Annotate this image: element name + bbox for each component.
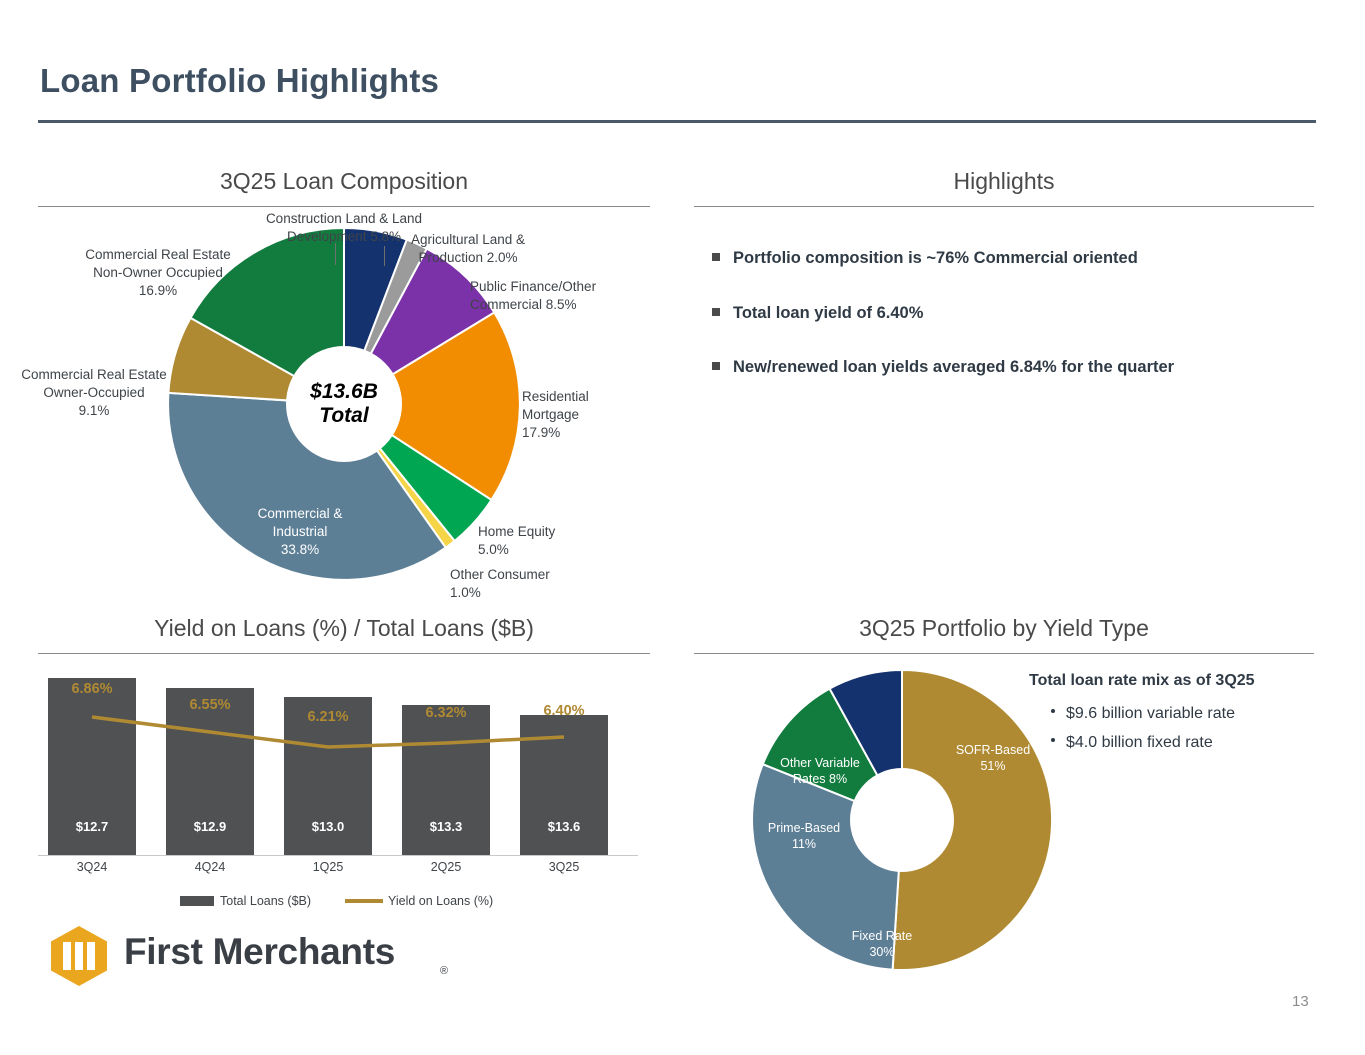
bullet-dot-icon bbox=[1051, 738, 1055, 742]
portfolio-by-yield-type-rule bbox=[694, 653, 1314, 654]
legend-label-total-loans: Total Loans ($B) bbox=[220, 894, 312, 908]
highlights-rule bbox=[694, 206, 1314, 207]
bar-label-yield-4q24: 6.55% bbox=[189, 697, 231, 713]
bullet-square-icon bbox=[712, 308, 720, 316]
label-other-variable-rates: Other Variable Rates 8% bbox=[780, 756, 860, 787]
bar-label-loans-4q24: $12.9 bbox=[193, 819, 227, 834]
bullet-dot-icon bbox=[1051, 709, 1055, 713]
leader-construction bbox=[335, 243, 336, 265]
loan-composition-title: 3Q25 Loan Composition bbox=[219, 168, 469, 194]
company-logo bbox=[48, 925, 449, 987]
legend-swatch-yield bbox=[345, 899, 383, 903]
label-construction: Construction Land & Land Development 5.8% bbox=[265, 211, 423, 244]
bar-label-loans-3q25: $13.6 bbox=[547, 819, 581, 834]
label-residential-mortgage: Residential Mortgage 17.9% bbox=[522, 389, 589, 440]
label-public-finance: Public Finance/Other Commercial 8.5% bbox=[470, 279, 597, 312]
logo-registered-mark: ® bbox=[440, 965, 449, 977]
bullet-square-icon bbox=[712, 253, 720, 261]
label-other-consumer: Other Consumer 1.0% bbox=[450, 567, 550, 600]
bullet-square-icon bbox=[712, 362, 720, 370]
loan-composition-rule bbox=[38, 206, 650, 207]
bar-chart-x-axis bbox=[38, 855, 638, 856]
highlight-bullet-1: Portfolio composition is ~76% Commercial oriented bbox=[712, 249, 1138, 268]
donut-center-label bbox=[286, 346, 402, 462]
label-cre-non-owner-occupied: Commercial Real Estate Non-Owner Occupied 16.9% bbox=[85, 247, 231, 298]
label-prime-based: Prime-Based 11% bbox=[767, 821, 841, 852]
highlight-bullet-3: New/renewed loan yields averaged 6.84% for the quarter bbox=[712, 358, 1174, 377]
yield-on-loans-rule bbox=[38, 653, 650, 654]
logo-text: First Merchants bbox=[124, 931, 396, 972]
highlights-title: Highlights bbox=[953, 168, 1055, 194]
rate-mix-item-2: $4.0 billion fixed rate bbox=[1051, 734, 1213, 752]
rate-mix-title: Total loan rate mix as of 3Q25 bbox=[1029, 672, 1255, 689]
portfolio-by-yield-type-title: 3Q25 Portfolio by Yield Type bbox=[859, 615, 1149, 641]
x-label-3q24: 3Q24 bbox=[76, 860, 108, 874]
bar-label-loans-2q25: $13.3 bbox=[429, 819, 463, 834]
bar-label-yield-1q25: 6.21% bbox=[307, 709, 349, 725]
legend-label-yield: Yield on Loans (%) bbox=[388, 894, 494, 908]
bar-label-yield-3q24: 6.86% bbox=[71, 681, 113, 697]
page-title: Loan Portfolio Highlights bbox=[40, 62, 440, 99]
leader-agricultural bbox=[384, 246, 385, 266]
label-home-equity: Home Equity 5.0% bbox=[478, 524, 556, 557]
bar-label-loans-3q24: $12.7 bbox=[75, 819, 109, 834]
label-fixed-rate: Fixed Rate 30% bbox=[851, 929, 913, 960]
highlight-bullet-2: Total loan yield of 6.40% bbox=[712, 304, 923, 323]
x-label-1q25: 1Q25 bbox=[312, 860, 344, 874]
donut-center-total: $13.6B bbox=[310, 379, 378, 403]
donut-center-total-word: Total bbox=[319, 404, 369, 427]
x-label-4q24: 4Q24 bbox=[194, 860, 226, 874]
bar-label-yield-3q25: 6.40% bbox=[543, 703, 585, 719]
label-commercial-industrial: Commercial & Industrial 33.8% bbox=[257, 506, 343, 557]
label-cre-owner-occupied: Commercial Real Estate Owner-Occupied 9.1% bbox=[21, 367, 167, 418]
x-label-3q25: 3Q25 bbox=[548, 860, 580, 874]
page-number: 13 bbox=[1292, 993, 1309, 1010]
rate-mix-item-1: $9.6 billion variable rate bbox=[1051, 705, 1235, 723]
yield-on-loans-title: Yield on Loans (%) / Total Loans ($B) bbox=[154, 615, 534, 641]
legend-swatch-total-loans bbox=[180, 896, 214, 906]
first-merchants-hexagon-icon bbox=[48, 925, 110, 987]
x-label-2q25: 2Q25 bbox=[430, 860, 462, 874]
title-divider bbox=[38, 120, 1316, 123]
label-agricultural: Agricultural Land & Production 2.0% bbox=[410, 232, 526, 265]
label-sofr-based: SOFR-Based 51% bbox=[955, 743, 1031, 774]
bar-label-loans-1q25: $13.0 bbox=[311, 819, 345, 834]
bar-label-yield-2q25: 6.32% bbox=[425, 705, 467, 721]
